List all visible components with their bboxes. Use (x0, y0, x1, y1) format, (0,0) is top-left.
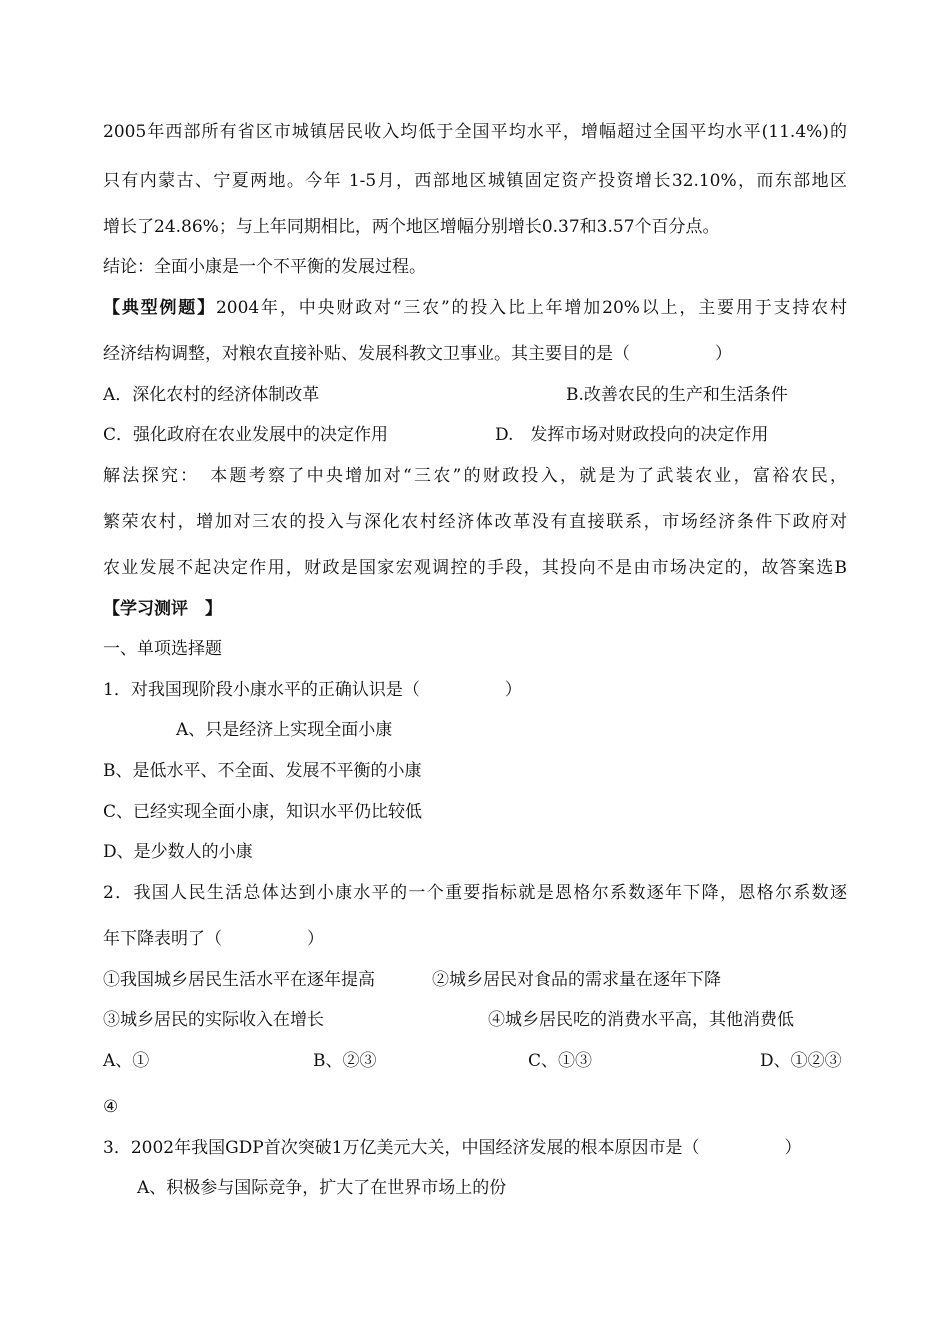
q3-option-a: A、积极参与国际竞争，扩大了在世界市场上的份 (137, 1178, 507, 1198)
intro-line-2: 只有内蒙古、宁夏两地。今年 1-5月，西部地区城镇固定资产投资增长32.10%，而东部地区 (103, 171, 847, 191)
q2-statement-3: ③城乡居民的实际收入在增长 (103, 1010, 324, 1030)
intro-line-3: 增长了24.86%；与上年同期相比，两个地区增幅分别增长0.37和3.57个百分点。 (103, 217, 720, 237)
q1-stem: 1．对我国现阶段小康水平的正确认识是（ ） (103, 680, 522, 700)
q1-option-a: A、只是经济上实现全面小康 (176, 720, 393, 740)
q2-option-a: A、① (103, 1051, 150, 1071)
solution-line-2: 繁荣农村，增加对三农的投入与深化农村经济体改革没有直接联系，市场经济条件下政府对 (103, 512, 847, 532)
q2-option-d: D、①②③ (760, 1051, 842, 1071)
q2-statement-2: ②城乡居民对食品的需求量在逐年下降 (432, 970, 721, 990)
solution-line-3: 农业发展不起决定作用，财政是国家宏观调控的手段，其投向不是由市场决定的，故答案选B (103, 558, 847, 578)
q2-option-c: C、①③ (528, 1051, 593, 1071)
q1-option-b: B、是低水平、不全面、发展不平衡的小康 (103, 761, 422, 781)
example-option-b: B.改善农民的生产和生活条件 (566, 385, 788, 405)
q1-option-c: C、已经实现全面小康，知识水平仍比较低 (103, 802, 423, 822)
q2-stem-1: 2．我国人民生活总体达到小康水平的一个重要指标就是恩格尔系数逐年下降，恩格尔系数逐 (103, 883, 847, 903)
conclusion: 结论：全面小康是一个不平衡的发展过程。 (103, 257, 426, 277)
q3-stem: 3．2002年我国GDP首次突破1万亿美元大关，中国经济发展的根本原因市是（ ） (103, 1138, 802, 1158)
example-option-d: D. 发挥市场对财政投向的决定作用 (495, 425, 769, 445)
q1-option-d: D、是少数人的小康 (103, 842, 253, 862)
section-title: 一、单项选择题 (103, 639, 222, 659)
intro-line-1: 2005年西部所有省区市城镇居民收入均低于全国平均水平，增幅超过全国平均水平(11.4%)的 (103, 122, 847, 142)
q2-statement-1: ①我国城乡居民生活水平在逐年提高 (103, 970, 375, 990)
q2-option-b: B、②③ (313, 1051, 377, 1071)
example-text-1: 2004年，中央财政对“三农”的投入比上年增加20%以上，主要用于支持农村 (215, 298, 848, 318)
example-line-1 (103, 297, 847, 319)
example-heading: 【典型例题】 (103, 298, 216, 318)
q2-option-d-wrap: ④ (103, 1097, 119, 1117)
q2-statement-4: ④城乡居民吃的消费水平高，其他消费低 (488, 1010, 794, 1030)
example-line-2: 经济结构调整，对粮农直接补贴、发展科教文卫事业。其主要目的是（ ） (103, 344, 732, 364)
example-option-c: C．强化政府在农业发展中的决定作用 (103, 425, 389, 445)
test-heading: 【学习测评 】 (103, 599, 222, 619)
q2-stem-2: 年下降表明了（ ） (103, 929, 324, 949)
solution-line-1: 解法探究： 本题考察了中央增加对“三农”的财政投入，就是为了武装农业，富裕农民， (103, 466, 847, 486)
example-option-a: A．深化农村的经济体制改革 (103, 385, 320, 405)
